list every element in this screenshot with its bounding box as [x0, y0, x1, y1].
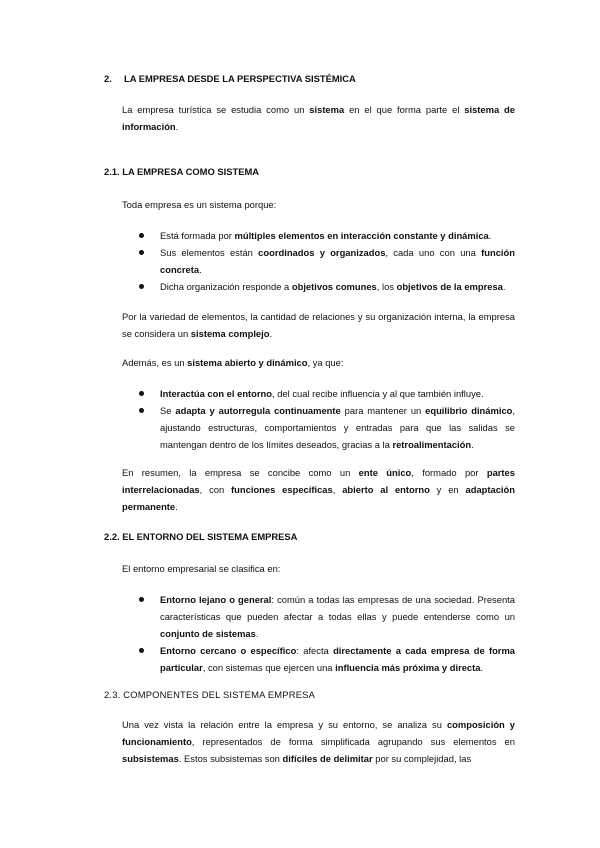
section-2-1-heading: 2.1. LA EMPRESA COMO SISTEMA	[104, 166, 260, 177]
bullet-list-sistema	[139, 227, 515, 295]
paragraph-ademas: Además, es un sistema abierto y dinámico, ya que:	[122, 357, 344, 368]
list-item: Entorno lejano o general: común a todas las empresas de una sociedad. Presenta características que pueden afectar a todas ellas y puede entenderse como un conjunto de sistemas.	[139, 591, 515, 642]
section-2-3-heading: 2.3. COMPONENTES DEL SISTEMA EMPRESA	[104, 689, 316, 700]
bullet-list-entorno	[139, 591, 515, 676]
list-item: Sus elementos están coordinados y organizados, cada uno con una función concreta.	[139, 244, 515, 278]
section-title: LA EMPRESA DESDE LA PERSPECTIVA SISTÉMICA	[124, 73, 356, 84]
list-item: Está formada por múltiples elementos en interacción constante y dinámica.	[139, 227, 515, 244]
paragraph-entorno: El entorno empresarial se clasifica en:	[122, 563, 281, 574]
paragraph-variedad: Por la variedad de elementos, la cantidad de relaciones y su organización interna, la empresa se considera un sistema complejo.	[122, 311, 515, 339]
intro-paragraph: La empresa turística se estudia como un sistema en el que forma parte el sistema de información.	[122, 104, 515, 132]
list-item: Entorno cercano o específico: afecta directamente a cada empresa de forma particular, con sistemas que ejercen una influencia más próxima y directa.	[139, 642, 515, 676]
paragraph-toda-empresa: Toda empresa es un sistema porque:	[122, 199, 277, 210]
section-2-heading	[104, 70, 524, 87]
section-2-2-heading: 2.2. EL ENTORNO DEL SISTEMA EMPRESA	[104, 531, 298, 542]
paragraph-resumen: En resumen, la empresa se concibe como un ente único, formado por partes interrelacionadas, con funciones específicas, abierto al entorno y en adaptación permanente.	[122, 467, 515, 512]
bullet-list-abierto	[139, 385, 515, 453]
list-item: Se adapta y autorregula continuamente para mantener un equilibrio dinámico, ajustando estructuras, comportamientos y entradas para que las salidas se mantengan dentro de los límites deseados, gracias a la retroalimentación.	[139, 402, 515, 453]
list-item: Interactúa con el entorno, del cual recibe influencia y al que también influye.	[139, 385, 515, 402]
paragraph-componentes: Una vez vista la relación entre la empresa y su entorno, se analiza su composición y funcionamiento, representados de forma simplificada agrupando sus elementos en subsistemas. Estos subsistemas son difíciles de delimitar por su complejidad, las	[122, 719, 515, 764]
section-number: 2.	[104, 73, 112, 84]
list-item: Dicha organización responde a objetivos comunes, los objetivos de la empresa.	[139, 278, 515, 295]
